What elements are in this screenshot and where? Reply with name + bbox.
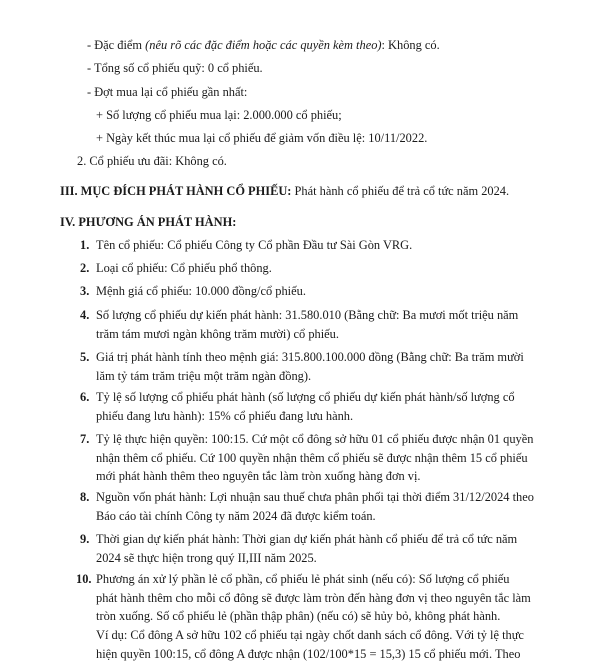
item-number: 9. — [80, 532, 90, 546]
item-line: lăm tỷ tám trăm triệu một trăm ngàn đồng). — [96, 368, 312, 383]
recent-buyback-line: - Đợt mua lại cổ phiếu gần nhất: — [87, 85, 248, 99]
item-line: Ví dụ: Cổ đông A sở hữu 102 cổ phiếu tại ngày chốt danh sách cổ đông. Với tỷ lệ thực — [96, 628, 524, 643]
item-line: Tên cổ phiếu: Cổ phiếu Công ty Cổ phần Đầu tư Sài Gòn VRG. — [96, 238, 413, 252]
item-line: nhận thêm cổ phiếu. Cứ 100 quyền nhận thêm cổ phiếu sẽ được nhận thêm 15 cổ phiếu — [96, 450, 528, 465]
item-line: Loại cổ phiếu: Cổ phiếu phổ thông. — [96, 261, 272, 275]
item-line: mới phát hành thêm theo nguyên tắc làm tròn xuống hàng đơn vị. — [96, 469, 421, 484]
section-3-text: Phát hành cổ phiếu để trả cổ tức năm 2024. — [294, 184, 510, 198]
feature-label: - Đặc điểm — [87, 38, 143, 52]
item-line: 2024 sẽ thực hiện trong quý II,III năm 2025. — [96, 550, 317, 565]
treasury-line: - Tổng số cổ phiếu quỹ: 0 cổ phiếu. — [87, 61, 263, 75]
item-number: 2. — [80, 261, 90, 275]
preferred-text: Cổ phiếu ưu đãi: Không có. — [89, 154, 227, 168]
item-line: Mệnh giá cổ phiếu: 10.000 đồng/cổ phiếu. — [96, 284, 306, 298]
item-line: phát hành thêm cho mỗi cổ đông sẽ được làm tròn đến hàng đơn vị theo nguyên tắc làm — [96, 590, 531, 605]
item-number: 4. — [80, 308, 90, 322]
item-number: 1. — [80, 238, 90, 252]
section-4-heading: IV. PHƯƠNG ÁN PHÁT HÀNH: — [60, 215, 237, 229]
item-line: Báo cáo tài chính Công ty năm 2024 đã được kiểm toán. — [96, 508, 376, 523]
item-line: Giá trị phát hành tính theo mệnh giá: 315.800.100.000 đồng (Bằng chữ: Ba trăm mười — [96, 350, 524, 364]
item-number: 6. — [80, 390, 90, 404]
feature-note: (nêu rõ các đặc điểm hoặc các quyền kèm theo) — [145, 38, 382, 52]
item-number: 10. — [76, 572, 92, 586]
item-line: Nguồn vốn phát hành: Lợi nhuận sau thuế chưa phân phối tại thời điểm 31/12/2024 theo — [96, 490, 534, 504]
item-line: Tỷ lệ số lượng cổ phiếu phát hành (số lượng cổ phiếu dự kiến phát hành/số lượng cổ — [96, 390, 515, 404]
item-line: Tỷ lệ thực hiện quyền: 100:15. Cứ một cổ đông sở hữu 01 cổ phiếu được nhận 01 quyền — [96, 432, 534, 446]
item-line: Số lượng cổ phiếu dự kiến phát hành: 31.580.010 (Bằng chữ: Ba mươi mốt triệu năm — [96, 308, 519, 322]
item-line: hiện quyền 100:15, cổ đông A được nhận (102/100*15 = 15,3) 15 cổ phiếu mới. Theo — [96, 646, 521, 661]
preferred-number: 2. — [77, 154, 87, 168]
item-line: phiếu đang lưu hành): 15% cổ phiếu đang lưu hành. — [96, 408, 354, 423]
item-line: Thời gian dự kiến phát hành: Thời gian dự kiến phát hành cổ phiếu để trả cổ tức năm — [96, 532, 518, 546]
item-number: 7. — [80, 432, 90, 446]
item-number: 5. — [80, 350, 90, 364]
item-line: Phương án xử lý phần lẻ cổ phần, cổ phiếu lẻ phát sinh (nếu có): Số lượng cổ phiếu — [96, 572, 510, 586]
item-line: trăm tám mươi ngàn không trăm mười) cổ phiếu. — [96, 326, 339, 341]
item-number: 3. — [80, 284, 90, 298]
feature-value: : Không có. — [381, 38, 440, 52]
buyback-end-line: + Ngày kết thúc mua lại cổ phiếu để giảm vốn điều lệ: 10/11/2022. — [96, 131, 428, 145]
item-number: 8. — [80, 490, 90, 504]
section-3-heading: III. MỤC ĐÍCH PHÁT HÀNH CỔ PHIẾU: — [60, 184, 292, 198]
buyback-quantity-line: + Số lượng cổ phiếu mua lại: 2.000.000 cổ phiếu; — [96, 108, 342, 122]
item-line: tròn xuống. Số cổ phiếu lẻ (phần thập phân) (nếu có) sẽ hủy bỏ, không phát hành. — [96, 609, 501, 624]
